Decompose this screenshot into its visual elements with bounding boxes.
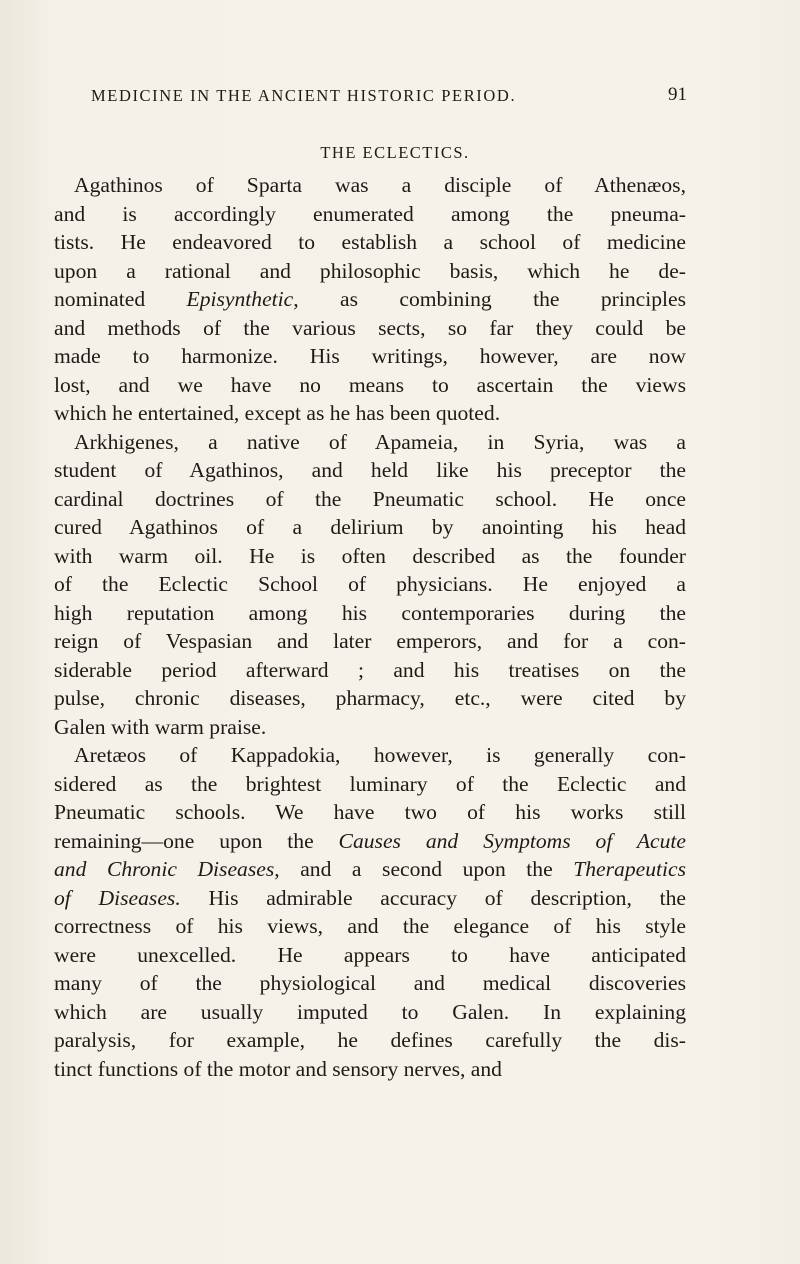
text-line <box>54 684 686 713</box>
text-line <box>54 399 686 428</box>
text-line <box>54 485 686 514</box>
text-run: upon a rational and philosophic basis, which he de- <box>54 258 686 283</box>
text-line <box>54 713 686 742</box>
text-run: , as combining the principles <box>293 287 686 311</box>
text-run: which are usually imputed to Galen. In explaining <box>54 999 686 1024</box>
text-line <box>54 884 686 913</box>
text-run: Arkhigenes, a native of Apameia, in Syria, was a <box>74 429 686 454</box>
text-run: cured Agathinos of a delirium by anointing his head <box>54 515 686 539</box>
text-run: and methods of the various sects, so far they could be <box>54 315 686 340</box>
text-run: many of the physiological and medical discoveries <box>54 971 686 995</box>
text-run: Galen with warm praise. <box>54 714 267 739</box>
text-run: student of Agathinos, and held like his preceptor the <box>54 458 686 482</box>
text-line <box>54 542 686 571</box>
text-line <box>54 513 686 542</box>
text-run: made to harmonize. His writings, however, are now <box>54 344 686 368</box>
running-head-title: MEDICINE IN THE ANCIENT HISTORIC PERIOD. <box>91 86 517 105</box>
text-run: nominated <box>54 287 187 311</box>
text-line <box>54 798 686 827</box>
italic-title: and Chronic Diseases <box>54 857 275 881</box>
text-run: Aretæos of Kappadokia, however, is generally con- <box>74 743 686 767</box>
text-line <box>54 371 686 400</box>
text-line <box>54 855 686 884</box>
text-run: pulse, chronic diseases, pharmacy, etc., were cited by <box>54 686 686 710</box>
text-run: sidered as the brightest luminary of the Eclectic and <box>54 771 686 796</box>
text-line <box>54 741 686 770</box>
text-run: cardinal doctrines of the Pneumatic school. He once <box>54 486 686 511</box>
text-line <box>54 428 686 457</box>
text-line <box>54 342 686 371</box>
text-line <box>54 998 686 1027</box>
italic-title: Causes and Symptoms of Acute <box>338 828 686 853</box>
text-run: Agathinos of Sparta was a disciple of Athenæos, <box>74 173 686 197</box>
text-run: with warm oil. He is often described as the founder <box>54 543 686 568</box>
text-line <box>54 285 686 314</box>
text-run: which he entertained, except as he has been quoted. <box>54 401 501 425</box>
text-line <box>54 570 686 599</box>
section-heading <box>0 143 800 163</box>
text-run: , and a second upon the <box>274 857 574 881</box>
text-run: tists. He endeavored to establish a school of medicine <box>54 230 686 254</box>
text-run: lost, and we have no means to ascertain the views <box>54 372 686 397</box>
paragraph <box>54 428 686 742</box>
text-line <box>54 969 686 998</box>
text-line <box>54 228 686 257</box>
text-line <box>54 314 686 343</box>
text-line <box>54 912 686 941</box>
running-head <box>91 86 687 112</box>
section-heading-text: THE ECLECTICS. <box>320 143 470 162</box>
text-run: His admirable accuracy of description, the <box>180 885 686 910</box>
italic-title: Therapeutics <box>573 857 687 881</box>
text-run: and is accordingly enumerated among the pneuma- <box>54 201 686 226</box>
text-run: correctness of his views, and the elegance of his style <box>54 914 686 938</box>
text-run: Pneumatic schools. We have two of his works still <box>54 800 686 824</box>
body-text <box>54 171 686 1083</box>
text-run: siderable period afterward ; and his treatises on the <box>54 657 686 682</box>
text-run: tinct functions of the motor and sensory nerves, and <box>54 1056 502 1081</box>
text-line <box>54 171 686 200</box>
text-line <box>54 257 686 286</box>
text-line <box>54 656 686 685</box>
text-line <box>54 599 686 628</box>
italic-title: Episynthetic <box>186 287 294 311</box>
italic-title: of Diseases. <box>54 885 181 910</box>
text-run: high reputation among his contemporaries during the <box>54 600 686 625</box>
text-line <box>54 627 686 656</box>
page-number: 91 <box>668 84 687 105</box>
text-run: reign of Vespasian and later emperors, and for a con- <box>54 629 686 653</box>
text-run: remaining—one upon the <box>54 828 339 853</box>
text-line <box>54 827 686 856</box>
paragraph <box>54 741 686 1083</box>
paragraph <box>54 171 686 428</box>
text-line <box>54 1026 686 1055</box>
text-run: paralysis, for example, he defines carefully the dis- <box>54 1028 686 1052</box>
text-line <box>54 770 686 799</box>
text-line <box>54 941 686 970</box>
text-line <box>54 456 686 485</box>
text-line <box>54 1055 686 1084</box>
text-line <box>54 200 686 229</box>
text-run: were unexcelled. He appears to have anticipated <box>54 942 686 967</box>
text-run: of the Eclectic School of physicians. He enjoyed a <box>54 572 686 596</box>
